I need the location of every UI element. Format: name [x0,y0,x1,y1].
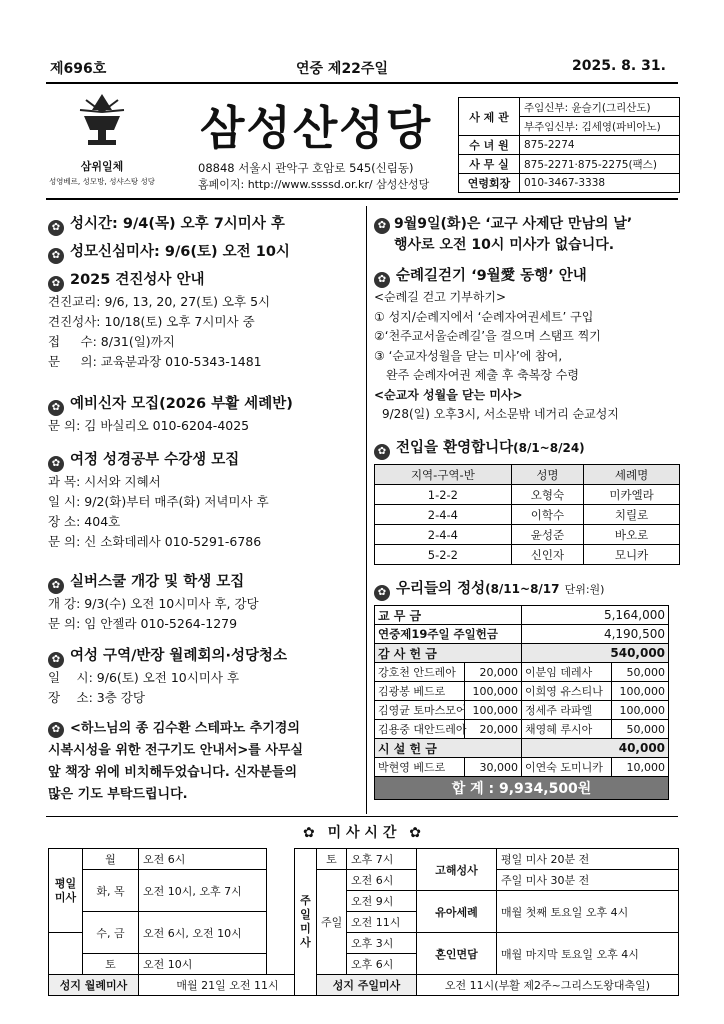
table-cell: 신인자 [511,545,583,565]
section-line: 일 시: 9/6(토) 오전 10시미사 후 [48,670,240,685]
offering-table [374,605,669,800]
contact-row [459,155,680,174]
flower-icon: ✿ [303,825,315,841]
donor-amount: 20,000 [465,663,522,682]
mass-footer-row [49,975,679,996]
notice-line: <하느님의 종 김수환 스테파노 추기경의 [70,721,300,736]
welcome-table [374,464,680,565]
homepage[interactable]: 홈페이지: http://www.ssssd.or.kr/ 삼성산성당 [198,178,430,191]
silver-school-section [48,572,364,646]
offering-amount: 5,164,000 [522,606,669,625]
offering-row [375,625,669,644]
table-cell: 5-2-2 [375,545,512,565]
section-line: 견진성사: 10/18(토) 오후 7시미사 중 [48,314,255,329]
pilgrim-line: ②‘천주교서울순례길’을 걸으며 스탬프 찍기 [374,329,601,343]
flower-icon: ✿ [374,444,390,460]
catechumen-section [48,394,364,450]
weekday-time: 오전 6시, 오전 10시 [139,912,267,954]
section-line: 문 의: 김 바실리오 010-6204-4025 [48,418,250,433]
saturday-label: 토 [317,849,347,870]
service-key: 혼인면담 [417,933,497,975]
column-header: 세례명 [584,465,680,485]
offering-label: 교 무 금 [375,606,522,625]
donor-name: 이연숙 도미니카 [522,758,612,777]
mass-title: 미 사 시 간 [327,825,397,841]
donor-name: 이분임 데레사 [522,663,612,682]
notice-line: 앞 책장 위에 비치해두었습니다. 신자분들의 [48,765,298,780]
header-rule [46,82,678,84]
table-cell: 모니카 [584,545,680,565]
column-divider [366,206,367,814]
service-key: 고해성사 [417,849,497,891]
donor-name: 김영균 토마스모어 [375,701,465,720]
contact-row [459,98,680,117]
donor-amount: 50,000 [612,663,669,682]
weekday-time: 오전 10시, 오후 7시 [139,870,267,912]
offering-row [375,758,669,777]
notice-line: 행사로 오전 10시 미사가 없습니다. [394,237,615,253]
table-header-row [375,465,680,485]
service-value: 매월 마지막 토요일 오후 4시 [497,933,679,975]
offering-total: 합 계 : 9,934,500원 [375,777,669,800]
patrons-label: 성영베르, 성모방, 성샤스탕 성당 [48,177,156,186]
offering-label: 감 사 헌 금 [375,644,522,663]
bible-study-section [48,450,364,572]
weekday-day: 수, 금 [83,912,139,954]
flower-icon: ✿ [48,276,64,292]
section-line: 과 목: 시서와 지혜서 [48,474,161,489]
table-cell: 치릴로 [584,505,680,525]
offering-label: 연중제19주일 주일헌금 [375,625,522,644]
pilgrim-line: 완주 순례자여권 제출 후 축복장 수령 [374,368,579,382]
right-column [374,214,680,800]
table-row [375,485,680,505]
contact-value: 875-2274 [520,136,680,155]
flower-icon: ✿ [48,722,64,738]
welcome-title: 전입을 환영합니다 [396,440,514,456]
mass-row [49,849,679,870]
mass-title-wrap [0,822,724,842]
column-header: 지역-구역-반 [375,465,512,485]
flower-icon: ✿ [48,578,64,594]
flower-icon: ✿ [374,218,390,234]
offering-label: 시 설 헌 금 [375,739,522,758]
issue-date: 2025. 8. 31. [572,58,666,74]
footer-value: 오전 11시(부활 제2주~그리스도왕대축일) [417,975,679,996]
table-cell: 미카엘라 [584,485,680,505]
flower-icon: ✿ [374,272,390,288]
parish-title: 삼성산성당 [200,101,433,155]
footer-value: 매월 21일 오전 11시 [139,975,317,996]
donor-name: 김용중 대안드레아 [375,720,465,739]
offering-row [375,720,669,739]
offering-total-row [375,777,669,800]
contact-key: 사 제 관 [459,98,520,136]
donor-name: 강호천 안드레아 [375,663,465,682]
service-key: 유아세례 [417,891,497,933]
section-title: 2025 견진성사 안내 [70,272,205,288]
church-logo-icon [50,90,154,152]
table-cell: 바오로 [584,525,680,545]
section-line: 문 의: 신 소화데레사 010-5291-6786 [48,534,262,549]
flower-icon: ✿ [48,248,64,264]
section-line: 견진교리: 9/6, 13, 20, 27(토) 오후 5시 [48,294,271,309]
section-title: 여성 구역/반장 월례회의·성당청소 [70,648,287,664]
section-line: 접 수: 8/31(일)까지 [48,334,175,349]
donor-amount: 20,000 [465,720,522,739]
section-line: 장 소: 3층 강당 [48,690,145,705]
logo-box [50,90,154,190]
weekday-time: 오전 10시 [139,954,267,975]
section-title: 실버스쿨 개강 및 학생 모집 [70,574,245,590]
holy-hour-section [48,214,364,242]
table-cell: 2-4-4 [375,525,512,545]
contact-row [459,136,680,155]
weekday-day: 월 [83,849,139,870]
flower-icon: ✿ [374,585,390,601]
address: 08848 서울시 관악구 호암로 545(신림동) [198,161,414,175]
contact-value: 010-3467-3338 [520,174,680,193]
weekday-time: 오전 6시 [139,849,267,870]
weekday-label: 평일미사 [49,849,83,933]
table-cell: 2-4-4 [375,505,512,525]
women-meeting-section [48,646,364,718]
table-row [375,525,680,545]
offering-row [375,701,669,720]
section-title: 예비신자 모집(2026 부활 세례반) [70,396,293,412]
cardinal-prayer-notice [48,718,364,806]
marian-mass-section [48,242,364,270]
footer-key: 성지 월례미사 [49,975,139,996]
contact-value: 부주임신부: 김세영(파비아노) [520,117,680,136]
weekday-day: 화, 목 [83,870,139,912]
issue-number: 제696호 [50,61,107,77]
sunday-time: 오전 9시 [347,891,417,912]
section-line: 개 강: 9/3(수) 오전 10시미사 후, 강당 [48,596,259,611]
flower-icon: ✿ [48,456,64,472]
pilgrim-line: <순례길 걷고 기부하기> [374,290,507,304]
donor-name: 이희영 유스티나 [522,682,612,701]
sunday-label: 주일미사 [295,849,317,996]
section-title: 여정 성경공부 수강생 모집 [70,452,240,468]
section-line: 장 소: 404호 [48,514,121,529]
left-column [48,214,364,806]
section-title: 성모신심미사: 9/6(토) 오전 10시 [70,244,290,260]
offering-range: (8/11~8/17 [485,582,560,596]
sunday-time: 오전 11시 [347,912,417,933]
offering-group-row [375,739,669,758]
contact-key: 사 무 실 [459,155,520,174]
pilgrim-line: ① 성지/순례지에서 ‘순례자여권세트’ 구입 [374,309,594,324]
mass-row [49,870,679,891]
notice-line: 많은 기도 부탁드립니다. [48,787,188,802]
contact-key: 수 녀 원 [459,136,520,155]
donor-amount: 100,000 [465,701,522,720]
welcome-range: (8/1~8/24) [513,441,585,455]
donor-name: 채영혜 루시아 [522,720,612,739]
donor-name: 김광봉 베드로 [375,682,465,701]
notice-line: 시복시성을 위한 전구기도 안내서>를 사무실 [48,743,304,758]
table-cell: 윤성준 [511,525,583,545]
offering-row [375,606,669,625]
donor-amount: 100,000 [465,682,522,701]
sunday-day-label: 주일 [317,870,347,975]
flower-icon: ✿ [48,400,64,416]
sept9-notice [374,214,680,266]
column-header: 성명 [511,465,583,485]
donor-amount: 10,000 [612,758,669,777]
sunday-time: 오후 6시 [347,954,417,975]
offering-row [375,682,669,701]
notice-line: 9월9일(화)은 ‘교구 사제단 만남의 날’ [394,216,633,232]
contact-row [459,174,680,193]
donor-amount: 50,000 [612,720,669,739]
service-value: 평일 미사 20분 전 [497,849,679,870]
mass-rule [46,816,678,817]
pilgrimage-section [374,266,680,434]
donor-amount: 100,000 [612,682,669,701]
offering-row [375,663,669,682]
offering-group-row [375,644,669,663]
mass-table [48,848,679,996]
table-row [375,545,680,565]
table-row [375,505,680,525]
contact-value: 875-2271·875-2275(팩스) [520,155,680,174]
liturgical-week: 연중 제22주일 [296,61,388,77]
trinity-label: 삼위일체 [80,160,124,173]
flower-icon: ✿ [48,652,64,668]
donor-amount: 100,000 [612,701,669,720]
service-value: 주일 미사 30분 전 [497,870,679,891]
pilgrim-line: ③ ‘순교자성월을 닫는 미사’에 참여, [374,348,563,363]
contacts-table [458,97,680,193]
flower-icon: ✿ [48,220,64,236]
table-cell: 1-2-2 [375,485,512,505]
offering-title: 우리들의 정성 [396,581,486,597]
section-line: 문 의: 임 안젤라 010-5264-1279 [48,616,238,631]
contact-key: 연령회장 [459,174,520,193]
offering-amount: 40,000 [522,739,669,758]
sunday-time: 오전 6시 [347,870,417,891]
footer-key: 성지 주일미사 [317,975,417,996]
table-cell: 오형숙 [511,485,583,505]
contact-value: 주임신부: 윤슬기(그리산도) [520,98,680,117]
saturday-time: 오후 7시 [347,849,417,870]
donor-amount: 30,000 [465,758,522,777]
pilgrim-line: 9/28(일) 오후3시, 서소문밖 네거리 순교성지 [382,407,619,421]
donor-name: 정세주 라파엘 [522,701,612,720]
section-title: 성시간: 9/4(목) 오후 7시미사 후 [70,216,285,232]
confirmation-section [48,270,364,394]
section-title: 순례길걷기 ‘9월愛 동행’ 안내 [396,268,587,284]
pilgrim-line: <순교자 성월을 닫는 미사> [374,387,523,402]
donor-name: 박현영 베드로 [375,758,465,777]
weekday-day: 토 [83,954,139,975]
offering-amount: 540,000 [522,644,669,663]
sunday-time: 오후 3시 [347,933,417,954]
offering-unit: 단위:원) [564,583,605,596]
offering-amount: 4,190,500 [522,625,669,644]
section-line: 문 의: 교육분과장 010-5343-1481 [48,354,262,369]
masthead-rule [46,198,678,200]
service-value: 매월 첫째 토요일 오후 4시 [497,891,679,933]
section-line: 일 시: 9/2(화)부터 매주(화) 저녁미사 후 [48,494,269,509]
flower-icon: ✿ [409,825,421,841]
table-cell: 이학수 [511,505,583,525]
